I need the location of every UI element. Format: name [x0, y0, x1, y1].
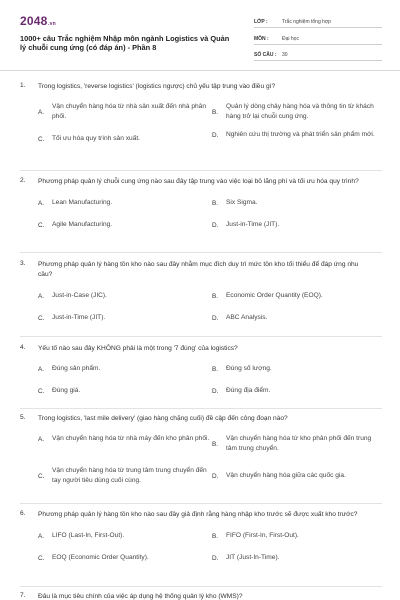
- question-number: 2.: [20, 177, 26, 184]
- option-text: Economic Order Quantity (EOQ).: [226, 292, 323, 299]
- quiz-meta: [254, 12, 382, 62]
- question-number: 4.: [20, 344, 26, 351]
- option-text: Đúng địa điểm.: [226, 387, 271, 394]
- option-letter: B.: [212, 292, 219, 300]
- option-b[interactable]: [212, 364, 272, 374]
- question-text: Phương pháp quản lý hàng tồn kho nào sau đây nhằm mục đích duy trì mức tồn kho tối thiểu để đáp ứng nhu cầu?: [38, 261, 359, 278]
- option-c[interactable]: [38, 466, 212, 486]
- option-text: Đúng sản phẩm.: [52, 365, 101, 372]
- question-separator: [20, 336, 382, 337]
- option-text: Vận chuyển hàng hóa từ nhà sản xuất đến nhà phân phối.: [52, 103, 206, 120]
- option-letter: A.: [38, 435, 45, 443]
- option-text: ABC Analysis.: [226, 314, 268, 321]
- option-d[interactable]: [212, 220, 279, 230]
- question-number: 7.: [20, 592, 26, 599]
- option-b[interactable]: [212, 291, 323, 301]
- option-c[interactable]: [38, 386, 80, 396]
- option-letter: C.: [38, 135, 45, 143]
- option-letter: A.: [38, 108, 45, 116]
- option-letter: D.: [212, 387, 219, 395]
- option-text: Tối ưu hóa quy trình sản xuất.: [52, 135, 140, 142]
- meta-row-class: [254, 12, 382, 28]
- option-text: Just-in-Time (JIT).: [226, 221, 280, 228]
- option-d[interactable]: [212, 313, 267, 323]
- option-text: Vận chuyển hàng hóa từ trung tâm trung chuyển đến tay người tiêu dùng cuối cùng.: [52, 467, 207, 484]
- option-letter: A.: [38, 292, 45, 300]
- question-number: 1.: [20, 82, 26, 89]
- option-letter: B.: [212, 532, 219, 540]
- option-d[interactable]: [212, 130, 382, 140]
- option-letter: B.: [212, 440, 219, 448]
- option-a[interactable]: [38, 434, 212, 444]
- question-text: Trong logistics, 'last mile delivery' (giao hàng chặng cuối) đề cập đến công đoạn nào?: [38, 415, 288, 422]
- page-title: 1000+ câu Trắc nghiệm Nhập môn ngành Logistics và Quản lý chuỗi cung ứng (có đáp án) - Phần 8: [20, 34, 230, 53]
- option-text: Six Sigma.: [226, 199, 258, 206]
- option-letter: C.: [38, 221, 45, 229]
- option-c[interactable]: [38, 553, 149, 563]
- option-letter: C.: [38, 554, 45, 562]
- option-letter: A.: [38, 199, 45, 207]
- meta-value: Trắc nghiệm tổng hợp: [282, 19, 331, 25]
- option-text: Nghiên cứu thị trường và phát triển sản phẩm mới.: [226, 131, 375, 138]
- question-3: [20, 260, 382, 332]
- option-b[interactable]: [212, 434, 381, 454]
- question-2: [20, 177, 382, 239]
- question-4: [20, 344, 382, 406]
- option-c[interactable]: [38, 220, 112, 230]
- question-number: 5.: [20, 414, 26, 421]
- option-letter: B.: [212, 199, 219, 207]
- option-letter: D.: [212, 472, 219, 480]
- question-text: Trong logistics, 'reverse logistics' (logistics ngược) chủ yếu tập trung vào điều gì?: [38, 83, 276, 90]
- option-text: Đúng số lượng.: [226, 365, 272, 372]
- header: [0, 0, 400, 70]
- question-1: [20, 82, 382, 158]
- option-c[interactable]: [38, 134, 213, 144]
- question-6: [20, 510, 382, 572]
- question-separator: [20, 586, 382, 587]
- option-a[interactable]: [38, 531, 124, 541]
- option-b[interactable]: [212, 102, 382, 122]
- option-letter: A.: [38, 365, 45, 373]
- meta-value: 30: [282, 52, 288, 58]
- option-letter: D.: [212, 554, 219, 562]
- meta-label: SỐ CÂU :: [254, 52, 277, 58]
- option-text: Vận chuyển hàng hóa từ kho phân phối đến trung tâm trung chuyển.: [226, 435, 372, 452]
- option-letter: A.: [38, 532, 45, 540]
- logo-suffix: .vn: [48, 21, 56, 27]
- question-separator: [20, 503, 382, 504]
- option-text: Vận chuyển hàng hóa từ nhà máy đến kho phân phối.: [52, 435, 210, 442]
- option-a[interactable]: [38, 102, 213, 122]
- option-letter: D.: [212, 314, 219, 322]
- question-separator: [20, 170, 382, 171]
- option-letter: B.: [212, 108, 219, 116]
- option-letter: D.: [212, 131, 219, 139]
- option-text: Quản lý dòng chảy hàng hóa và thông tin từ khách hàng trở lại chuỗi cung ứng.: [226, 103, 374, 120]
- option-text: Just-in-Time (JIT).: [52, 314, 106, 321]
- question-text: Phương pháp quản lý hàng tồn kho nào sau đây giả định rằng hàng nhập kho trước sẽ được xuất kho trước?: [38, 511, 358, 518]
- option-text: Lean Manufacturing.: [52, 199, 113, 206]
- option-text: Vận chuyển hàng hóa giữa các quốc gia.: [226, 472, 346, 479]
- option-d[interactable]: [212, 386, 270, 396]
- option-text: Just-in-Case (JIC).: [52, 292, 107, 299]
- option-c[interactable]: [38, 313, 105, 323]
- meta-label: MÔN :: [254, 35, 269, 42]
- option-d[interactable]: [212, 471, 346, 481]
- question-separator: [20, 252, 382, 253]
- option-b[interactable]: [212, 198, 258, 208]
- option-text: FIFO (First-In, First-Out).: [226, 532, 299, 539]
- header-divider: [0, 70, 400, 71]
- option-a[interactable]: [38, 364, 100, 374]
- option-d[interactable]: [212, 553, 279, 563]
- option-a[interactable]: [38, 198, 112, 208]
- site-logo[interactable]: [20, 14, 56, 28]
- logo-text: 2048: [20, 14, 48, 28]
- option-letter: C.: [38, 387, 45, 395]
- question-text: Phương pháp quản lý chuỗi cung ứng nào sau đây tập trung vào việc loại bỏ lãng phí và tối ưu hóa quy trình?: [38, 178, 359, 185]
- question-7: [20, 592, 382, 600]
- option-letter: C.: [38, 472, 45, 480]
- option-letter: B.: [212, 365, 219, 373]
- option-text: Đúng giá.: [52, 387, 81, 394]
- option-text: Agile Manufacturing.: [52, 221, 113, 228]
- question-5: [20, 414, 382, 490]
- meta-label: LỚP :: [254, 19, 268, 25]
- question-separator: [20, 408, 382, 409]
- option-text: JIT (Just-In-Time).: [226, 554, 280, 561]
- question-text: Yếu tố nào sau đây KHÔNG phải là một trong '7 đúng' của logistics?: [38, 345, 238, 352]
- question-text: Đâu là mục tiêu chính của việc áp dụng hệ thống quản lý kho (WMS)?: [38, 593, 243, 600]
- option-b[interactable]: [212, 531, 299, 541]
- meta-row-subject: [254, 29, 382, 45]
- question-number: 6.: [20, 510, 26, 517]
- option-text: EOQ (Economic Order Quantity).: [52, 554, 149, 561]
- meta-value: Đại học: [282, 35, 299, 42]
- option-a[interactable]: [38, 291, 107, 301]
- meta-row-count: [254, 45, 382, 61]
- option-letter: C.: [38, 314, 45, 322]
- question-number: 3.: [20, 260, 26, 267]
- option-letter: D.: [212, 221, 219, 229]
- option-text: LIFO (Last-In, First-Out).: [52, 532, 125, 539]
